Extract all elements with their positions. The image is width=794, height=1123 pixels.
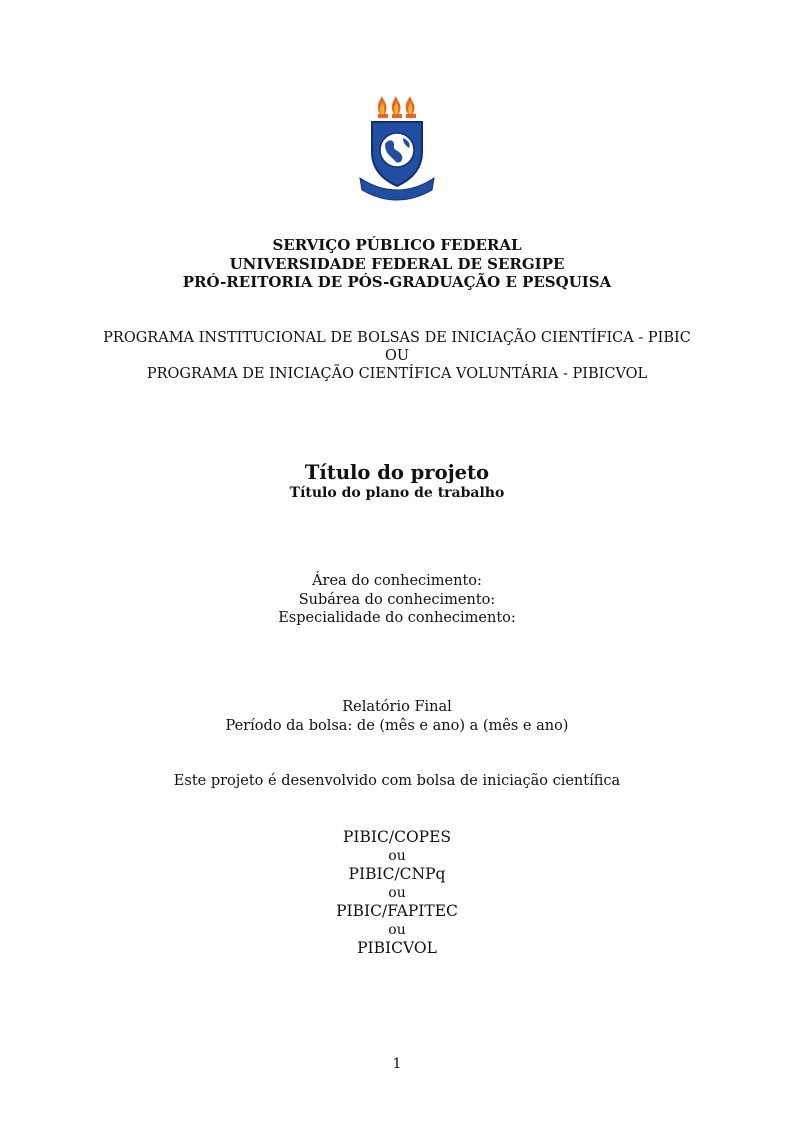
page-number: 1	[392, 1056, 402, 1072]
knowledge-subarea: Subárea do conhecimento:	[298, 591, 496, 608]
scholarship-statement: Este projeto é desenvolvido com bolsa de iniciação científica	[173, 773, 621, 789]
report-type: Relatório Final	[342, 699, 452, 715]
university-crest-logo	[358, 94, 436, 204]
option-pibic-cnpq: PIBIC/CNPq	[348, 865, 446, 883]
program-or: OU	[384, 348, 410, 364]
header-dean-office: PRÓ-REITORIA DE PÓS-GRADUAÇÃO E PESQUISA	[182, 273, 612, 291]
option-separator: ou	[388, 884, 406, 901]
option-separator: ou	[388, 921, 406, 938]
flames-icon	[378, 96, 415, 114]
option-pibicvol: PIBICVOL	[357, 939, 437, 957]
scholarship-options	[0, 828, 794, 958]
option-pibic-fapitec: PIBIC/FAPITEC	[336, 902, 458, 920]
header-university: UNIVERSIDADE FEDERAL DE SERGIPE	[229, 254, 565, 273]
header-service: SERVIÇO PÚBLICO FEDERAL	[272, 236, 522, 254]
option-separator: ou	[388, 847, 406, 864]
scholarship-period: Período da bolsa: de (mês e ano) a (mês e ano)	[225, 717, 569, 734]
project-title: Título do projeto	[304, 461, 490, 484]
knowledge-area: Área do conhecimento:	[312, 573, 482, 589]
program-pibic: PROGRAMA INSTITUCIONAL DE BOLSAS DE INICIAÇÃO CIENTÍFICA - PIBIC	[103, 330, 691, 346]
program-pibicvol: PROGRAMA DE INICIAÇÃO CIENTÍFICA VOLUNTÁRIA - PIBICVOL	[146, 366, 648, 382]
knowledge-specialty: Especialidade do conhecimento:	[278, 610, 516, 626]
program-block	[0, 329, 794, 383]
institution-header	[0, 236, 794, 292]
report-block	[0, 698, 794, 735]
work-plan-title: Título do plano de trabalho	[289, 485, 505, 501]
crest-icon	[358, 94, 436, 204]
option-pibic-copes: PIBIC/COPES	[342, 828, 452, 846]
knowledge-areas	[0, 572, 794, 628]
